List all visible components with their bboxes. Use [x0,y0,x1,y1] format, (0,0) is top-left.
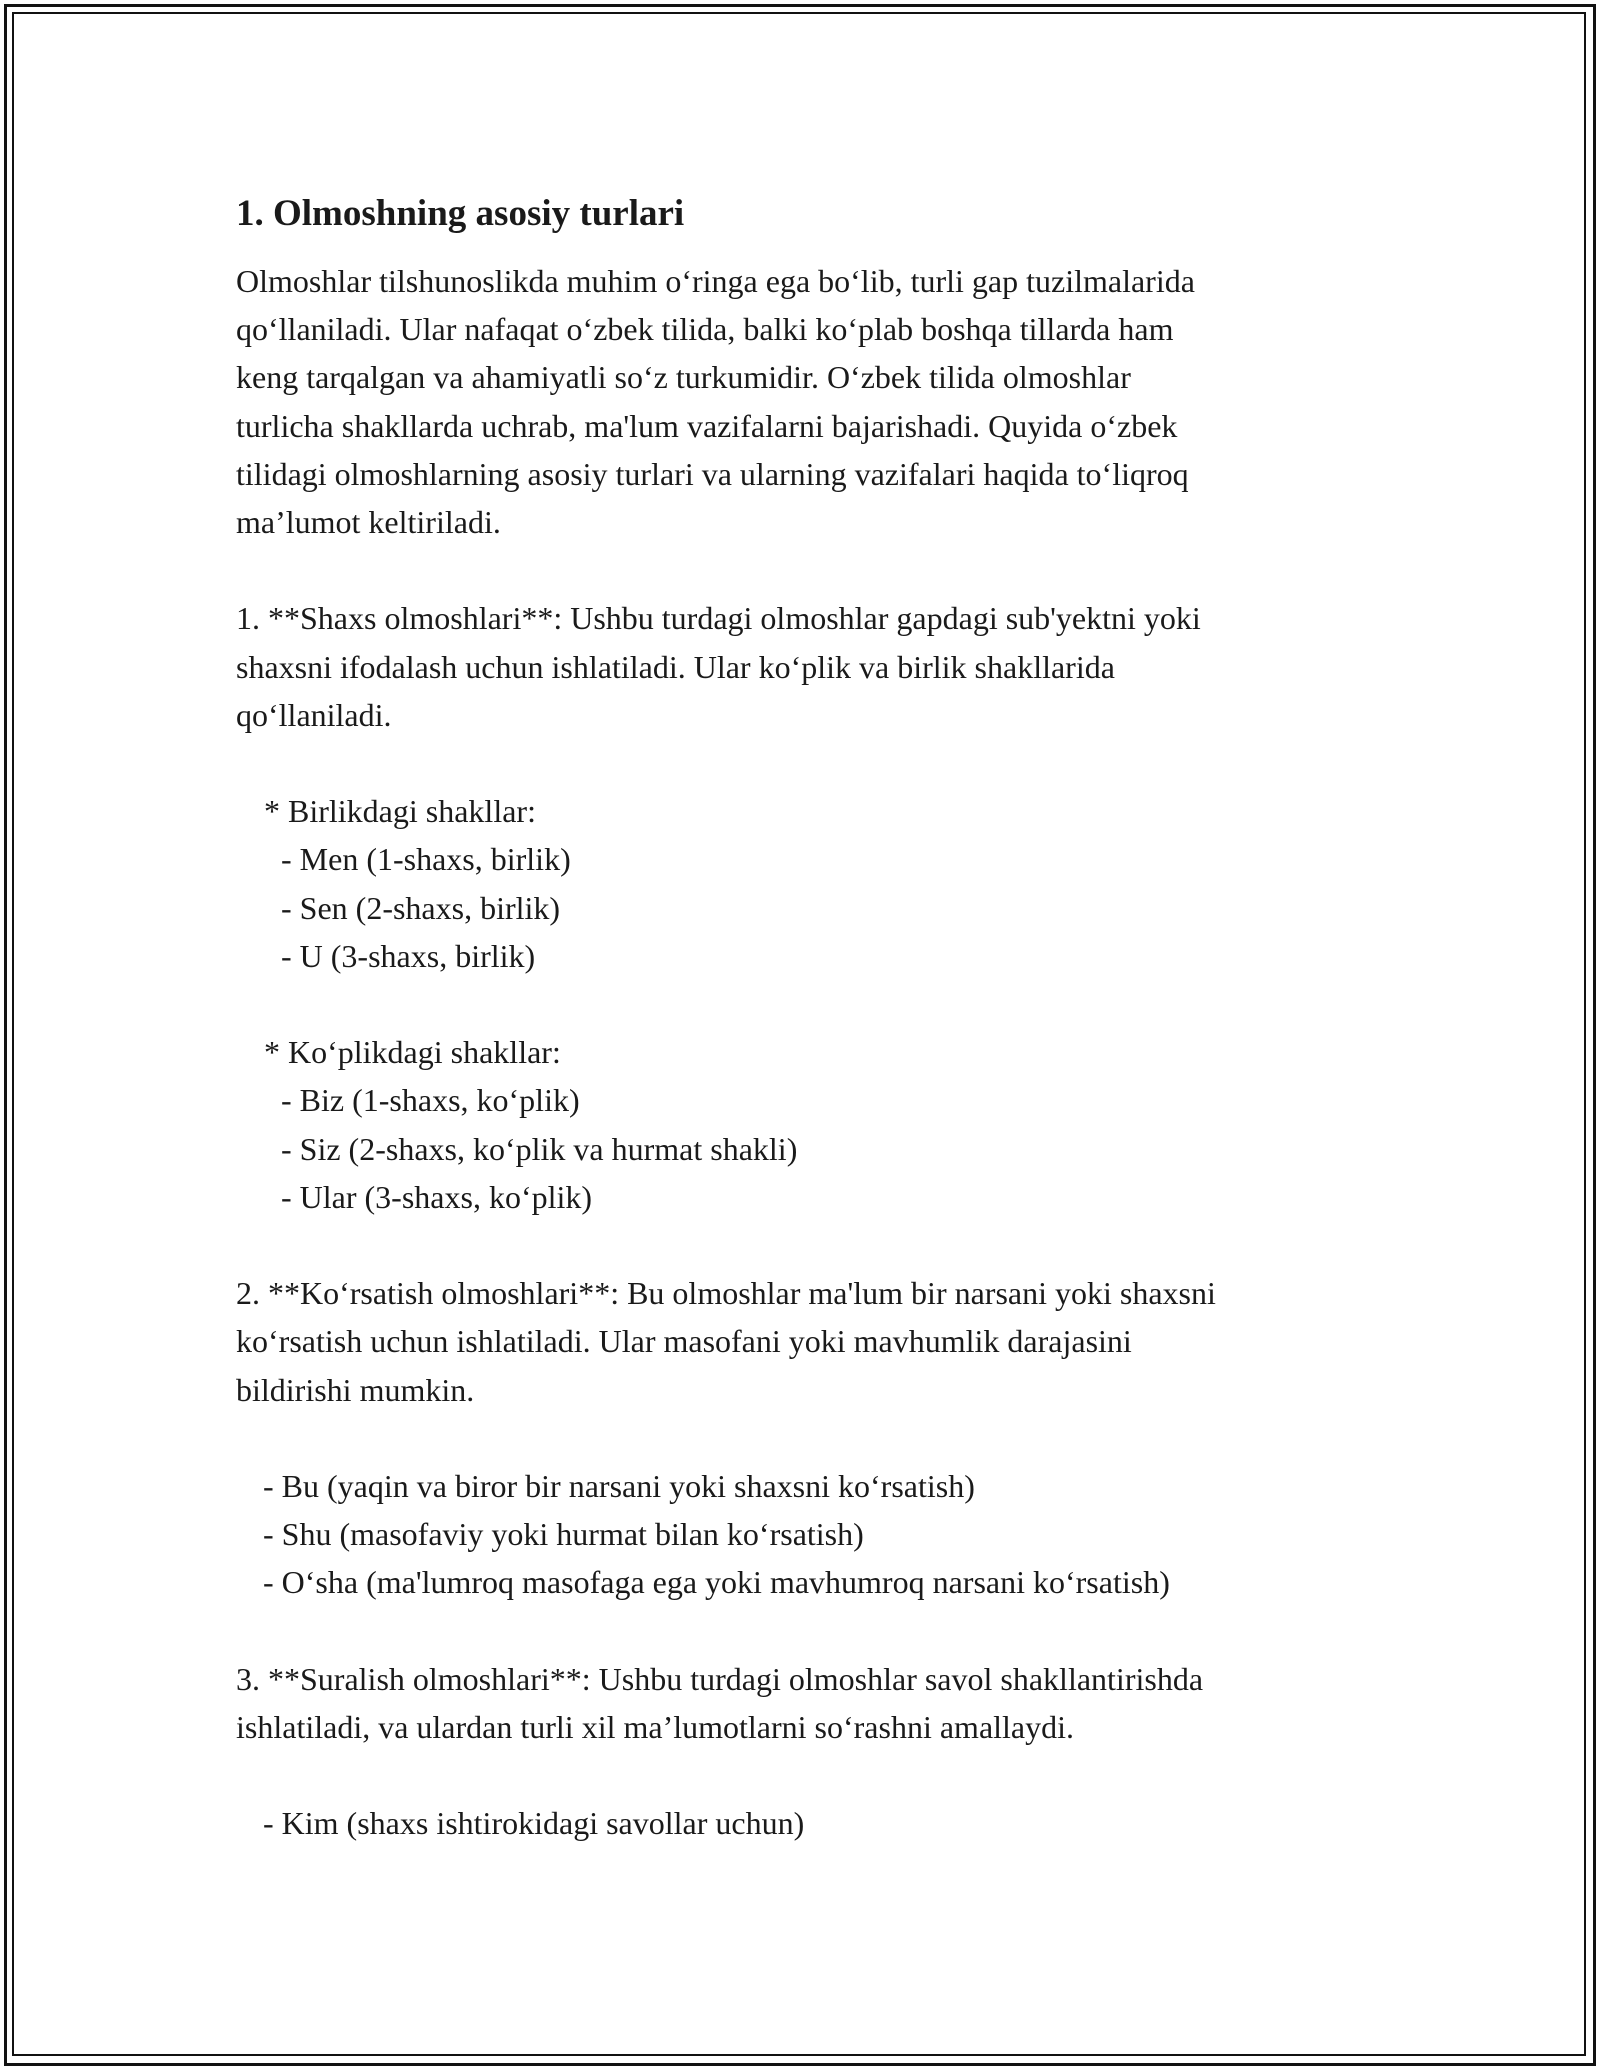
list-item: - Sen (2-shaxs, birlik) [281,889,561,926]
section-line: bildirishi mumkin. [236,1371,475,1408]
singular-forms-heading: * Birlikdagi shakllar: [264,793,536,830]
section-personal-pronouns [236,594,1366,1221]
section-line: shaxsni ifodalash uchun ishlatiladi. Ular ko‘plik va birlik shakllarida [236,648,1115,685]
section-interrogative-pronouns [236,1655,1366,1848]
intro-line: keng tarqalgan va ahamiyatli so‘z turkumidir. O‘zbek tilida olmoshlar [236,359,1131,396]
plural-forms-heading: * Ko‘plikdagi shakllar: [264,1034,561,1071]
list-item: - Kim (shaxs ishtirokidagi savollar uchun) [263,1805,805,1842]
list-item: - Siz (2-shaxs, ko‘plik va hurmat shakli) [281,1130,798,1167]
intro-line: ma’lumot keltiriladi. [236,504,501,541]
list-item: - U (3-shaxs, birlik) [281,937,536,974]
list-item: - O‘sha (ma'lumroq masofaga ega yoki mavhumroq narsani ko‘rsatish) [263,1564,1170,1601]
section-line: 3. **Suralish olmoshlari**: Ushbu turdagi olmoshlar savol shakllantirishda [236,1660,1204,1697]
intro-line: qo‘llaniladi. Ular nafaqat o‘zbek tilida, balki ko‘plab boshqa tillarda ham [236,311,1174,348]
list-item: - Ular (3-shaxs, ko‘plik) [281,1178,593,1215]
section-heading: 1. Olmoshning asosiy turlari [236,193,685,234]
section-line: ishlatiladi, va ulardan turli xil ma’lumotlarni so‘rashni amallaydi. [236,1709,1075,1745]
section-line: qo‘llaniladi. [236,696,392,733]
intro-line: turlicha shakllarda uchrab, ma'lum vazifalarni bajarishadi. Quyida o‘zbek [236,407,1178,444]
list-item: - Shu (masofaviy yoki hurmat bilan ko‘rsatish) [263,1516,864,1553]
list-item: - Biz (1-shaxs, ko‘plik) [281,1082,580,1119]
intro-line: Olmoshlar tilshunoslikda muhim o‘ringa ega bo‘lib, turli gap tuzilmalarida [236,263,1195,299]
document-body [236,188,1366,1848]
section-line: ko‘rsatish uchun ishlatiladi. Ular masofani yoki mavhumlik darajasini [236,1323,1132,1360]
section-demonstrative-pronouns [236,1269,1366,1606]
section-line: 2. **Ko‘rsatish olmoshlari**: Bu olmoshlar ma'lum bir narsani yoki shaxsni [236,1275,1216,1312]
list-item: - Bu (yaqin va biror bir narsani yoki shaxsni ko‘rsatish) [263,1468,975,1504]
intro-line: tilidagi olmoshlarning asosiy turlari va ularning vazifalari haqida to‘liqroq [236,455,1189,492]
intro-paragraph [236,257,1366,546]
section-line: 1. **Shaxs olmoshlari**: Ushbu turdagi olmoshlar gapdagi sub'yektni yoki [236,600,1201,637]
list-item: - Men (1-shaxs, birlik) [281,841,571,878]
